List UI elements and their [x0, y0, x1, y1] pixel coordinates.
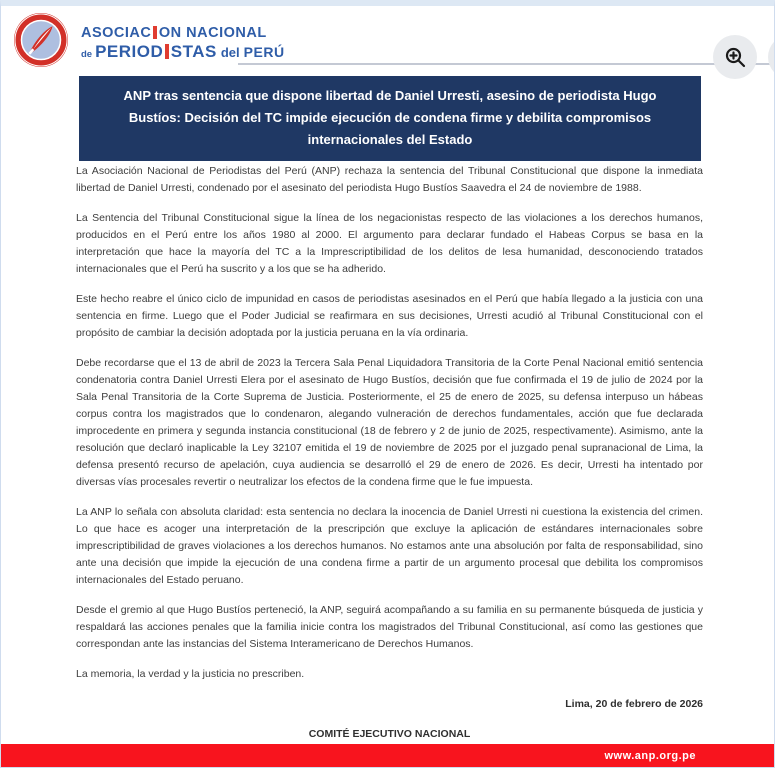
anp-wordmark	[81, 19, 285, 62]
statement-signature: COMITÉ EJECUTIVO NACIONAL	[308, 728, 471, 740]
wordmark-period: PERIOD	[95, 41, 164, 61]
statement-title: ANP tras sentencia que dispone libertad de Daniel Urresti, asesino de periodista Hugo Bustíos: Decisión del TC impide ejecución de condena firme y debilita compromisos internacionales del Estado	[79, 76, 701, 161]
red-bar-icon	[165, 44, 169, 59]
anp-emblem-icon	[13, 12, 69, 68]
wordmark-on-nacional: ON NACIONAL	[158, 24, 267, 41]
wordmark-peru: PERÚ	[243, 43, 285, 60]
paragraph: La Sentencia del Tribunal Constitucional sigue la línea de los negacionistas respecto de las violaciones a los derechos humanos, producidos en el Perú entre los años 1980 al 2000. El argumento para declarar fundado el Habeas Corpus se basa en la interpretación que hace la mayoría del TC a la Imprescriptibilidad de los delitos de lesa humanidad, desconociendo tratados internacionales que el Perú ha suscrito y a los que se ha adherido.	[76, 212, 703, 275]
footer-bar	[1, 744, 774, 767]
anp-logo	[13, 12, 285, 68]
wordmark-stas: STAS	[170, 41, 217, 61]
statement-body	[76, 163, 703, 756]
paragraph: Desde el gremio al que Hugo Bustíos perteneció, la ANP, seguirá acompañando a su familia en su permanente búsqueda de justicia y respaldará las acciones penales que la familia inicie contra los magistrados del Tribunal Constitucional, así como las gestiones que correspondan ante las instancias del Sistema Interamericano de Derechos Humanos.	[76, 604, 703, 650]
wordmark-de: de	[81, 48, 93, 60]
statement-date: Lima, 20 de febrero de 2026	[565, 698, 703, 710]
paragraph: Debe recordarse que el 13 de abril de 2023 la Tercera Sala Penal Liquidadora Transitoria de la Corte Penal Nacional emitió sentencia condenatoria contra Daniel Urresti Elera por el asesinato de Hugo Bustíos, decisión que fue confirmada el 19 de julio de 2024 por la Sala Penal Transitoria de la Corte Suprema de Justicia. Posteriormente, el 25 de enero de 2025, su defensa interpuso un hábeas corpus contra los magistrados que lo condenaron, alegando vulneración de derechos fundamentales, acción que fue declarada improcedente en primera y segunda instancia constitucional (18 de febrero y 2 de junio de 2025, respectivamente). Asimismo, ante la resolución que declaró inaplicable la Ley 32107 emitida el 19 de noviembre de 2025 por el juzgado penal supranacional de Lima, la defensa presentó recurso de apelación, cuya audiencia se desarrolló el 29 de enero de 2026. Es decir, Urresti ha intentado por diversas vías procesales revertir o neutralizar los efectos de la condena firme que le fue impuesta.	[76, 357, 703, 488]
wordmark-del: del	[220, 44, 240, 60]
header-divider	[238, 63, 774, 65]
paragraph: Este hecho reabre el único ciclo de impunidad en casos de periodistas asesinados en el Perú que había llegado a la justicia con una sentencia en firme. Luego que el Poder Judicial se reafirmara en sus decisiones, Urresti acudió al Tribunal Constitucional con el propósito de cambiar la decisión adoptada por la justicia peruana en la vía ordinaria.	[76, 293, 703, 339]
zoom-in-icon	[723, 45, 747, 69]
partial-viewer-button[interactable]	[768, 35, 775, 79]
wordmark-asociac: ASOCIAC	[81, 24, 152, 41]
paragraph: La ANP lo señala con absoluta claridad: esta sentencia no declara la inocencia de Daniel Urresti ni cuestiona la existencia del crimen. Lo que hace es acoger una interpretación de la prescripción que excluye la aplicación de estándares internacionales sobre imprescriptibilidad de graves violaciones a los derechos humanos. No estamos ante una absolución por falta de responsabilidad, sino ante una decisión que impide la ejecución de una condena firme a partir de un argumento procesal que debilita los compromisos internacionales del Estado peruano.	[76, 506, 703, 586]
footer-website: www.anp.org.pe	[604, 749, 696, 762]
zoom-in-button[interactable]	[713, 35, 757, 79]
red-bar-icon	[153, 26, 157, 39]
paragraph: La Asociación Nacional de Periodistas del Perú (ANP) rechaza la sentencia del Tribunal Constitucional que dispone la inmediata libertad de Daniel Urresti, condenado por el asesinato del periodista Hugo Bustíos Saavedra el 24 de noviembre de 1988.	[76, 165, 703, 194]
paragraph: La memoria, la verdad y la justicia no prescriben.	[76, 668, 305, 680]
